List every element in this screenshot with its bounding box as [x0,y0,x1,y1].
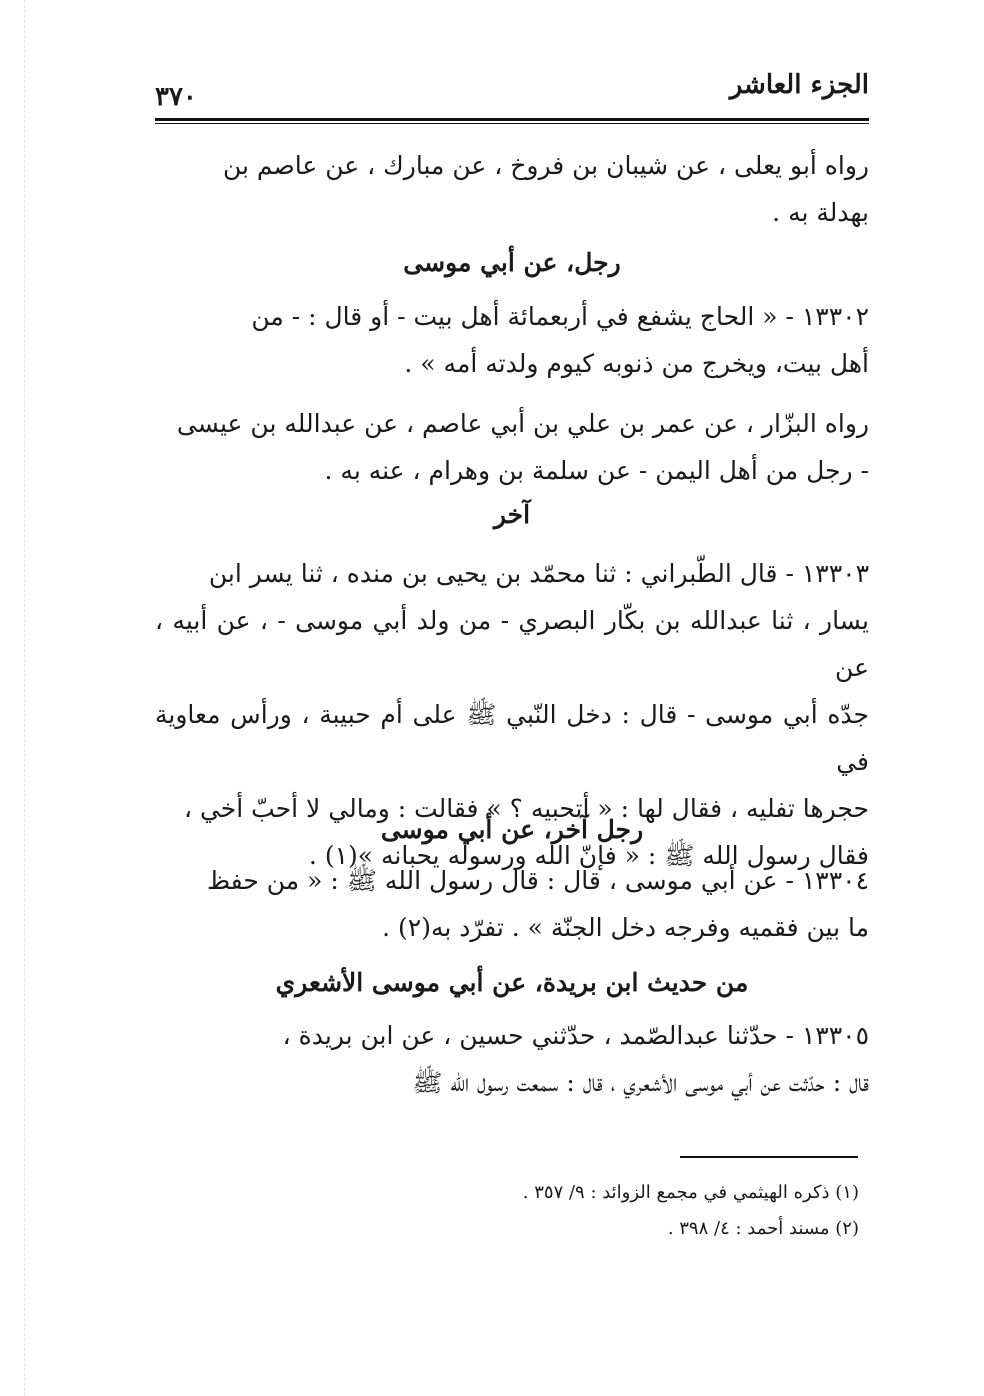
text-line: ما بين فقميه وفرجه دخل الجنّة » . تفرّد به(٢) . [382,913,869,942]
hadith-13305 [155,1012,869,1106]
footnote-1: (١) ذكره الهيثمي في مجمع الزوائد : ٩/ ٣٥٧ . [522,1182,859,1203]
text-line: حجرها تفليه ، فقال لها : « أتحبيه ؟ » فقالت : ومالي لا أحبّ أخي ، [183,794,869,823]
text-line: فقال رسول الله ﷺ : « فإنّ الله ورسوله يحبانه »(١) . [308,841,869,870]
running-header [155,62,869,114]
section-heading: من حديث ابن بريدة، عن أبي موسى الأشعري [275,968,749,997]
text-line: ١٣٣٠٢ - « الحاج يشفع في أربعمائة أهل بيت - أو قال : - من [251,302,869,331]
text-line: رواه أبو يعلى ، عن شيبان بن فروخ ، عن مبارك ، عن عاصم بن [222,151,869,180]
text-line: بهدلة به . [772,198,869,227]
text-line: - رجل من أهل اليمن - عن سلمة بن وهرام ، عنه به . [324,456,869,485]
text-line: ١٣٣٠٣ - قال الطّبراني : ثنا محمّد بن يحيى بن منده ، ثنا يسر ابن [208,559,869,588]
text-line: ١٣٣٠٥ - حدّثنا عبدالصّمد ، حدّثني حسين ، عن ابن بريدة ، [282,1021,869,1050]
text-line: قال : حدّثت عن أبي موسى الأشعري ، قال : سمعت رسول الله ﷺ [412,1068,869,1097]
section-heading: رجل آخر، عن أبي موسى [380,815,644,844]
footnote-rule [680,1156,858,1158]
part-title: الجزء العاشر [729,70,869,100]
text-line: أهل بيت، ويخرج من ذنوبه كيوم ولدته أمه » . [404,349,869,378]
hadith-13302 [155,293,869,387]
text-line: يسار ، ثنا عبدالله بن بكّار البصري - من ولد أبي موسى - ، عن أبيه ، عن [155,606,869,682]
section-heading: آخر [493,500,531,529]
text-line: رواه البزّار ، عن عمر بن علي بن أبي عاصم ، عن عبدالله بن عيسى [176,409,869,438]
header-rule [155,118,869,124]
text-line: ١٣٣٠٤ - عن أبي موسى ، قال : قال رسول الله ﷺ : « من حفظ [206,866,869,895]
scan-edge [24,0,27,1396]
paragraph-riwaya-bazzar [155,400,869,494]
section-heading: رجل، عن أبي موسى [403,248,621,277]
page-number: ٣٧٠ [155,82,197,112]
footnote-2: (٢) مسند أحمد : ٤/ ٣٩٨ . [667,1218,859,1239]
paragraph-riwaya-abu-yala [155,142,869,236]
hadith-13304 [155,857,869,951]
text-line: جدّه أبي موسى - قال : دخل النّبي ﷺ على أم حبيبة ، ورأس معاوية في [155,700,869,776]
